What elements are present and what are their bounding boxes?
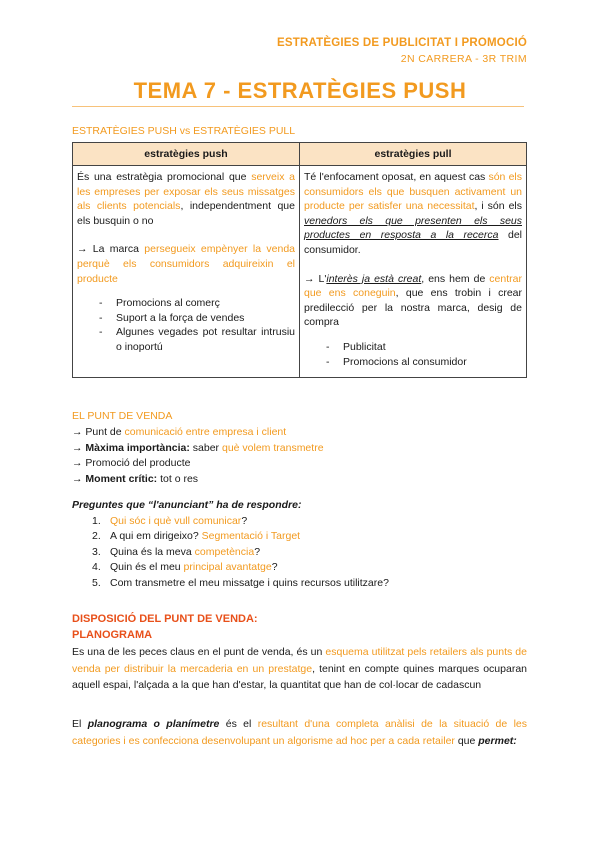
list-item: → Moment crític: tot o res bbox=[72, 472, 199, 485]
push-column-header: estratègies push bbox=[73, 143, 300, 166]
header-course-info: 2N CARRERA - 3R TRIM bbox=[400, 53, 527, 65]
title-divider bbox=[72, 106, 524, 107]
pull-cell bbox=[300, 166, 527, 378]
list-item: - Publicitat bbox=[326, 340, 522, 355]
list-item: 3. Quina és la meva competència? bbox=[92, 545, 261, 558]
list-item: 1. Qui sóc i què vull comunicar? bbox=[92, 514, 248, 527]
planogram-subheading: PLANOGRAMA bbox=[72, 629, 153, 641]
planogram-definition: Es una de les peces claus en el punt de venda, és un esquema utilitzat pels retailers als punts de venda per distribuir la mercaderia en un prestatge, tenint en compte quines marques ocuparan aquell espai, l'alçada a la que han d'estar, la quantitat que han de col·locar de cadascun bbox=[72, 646, 528, 691]
list-item: 2. A qui em dirigeixo? Segmentació i Target bbox=[92, 530, 301, 542]
point-of-sale-list bbox=[72, 425, 527, 487]
list-item: - Promocions al comerç bbox=[99, 296, 295, 311]
push-cell bbox=[73, 166, 300, 378]
push-goal: → La marca persegueix empènyer la venda perquè els consumidors adquireixin el producte bbox=[77, 243, 296, 285]
list-item: - Promocions al consumidor bbox=[326, 355, 522, 370]
push-list bbox=[77, 296, 295, 354]
list-item: → Màxima importància: saber què volem transmetre bbox=[72, 441, 324, 454]
pull-goal: → L'interès ja està creat, ens hem de centrar que ens coneguin, que ens trobin i crear predilecció per la nostra marca, desig de compra bbox=[304, 272, 522, 329]
push-pull-table bbox=[72, 142, 527, 378]
questions-heading: Preguntes que “l'anunciant” ha de respondre: bbox=[72, 499, 302, 511]
list-item: - Algunes vegades pot resultar intrusiu o inoportú bbox=[99, 325, 295, 354]
questions-list bbox=[72, 514, 527, 592]
list-item: 4. Quin és el meu principal avantatge? bbox=[92, 561, 278, 573]
list-item: → Punt de comunicació entre empresa i client bbox=[72, 426, 287, 438]
pull-column-header: estratègies pull bbox=[300, 143, 527, 166]
pull-list bbox=[304, 340, 522, 369]
point-of-sale-label: EL PUNT DE VENDA bbox=[72, 410, 173, 422]
pull-definition: Té l'enfocament oposat, en aquest cas són els consumidors els que busquen activament un producte per satisfer una necessitat, i són els venedors els que presenten els seus productes en resposta a la recerca del consumidor. bbox=[304, 171, 522, 256]
list-item: 5. Com transmetre el meu missatge i quins recursos utilitzare? bbox=[92, 576, 389, 589]
questions-section bbox=[72, 498, 527, 591]
push-definition: És una estratègia promocional que serveix a les empreses per exposar els seus missatges als clients potencials, independentment que els busquin o no bbox=[77, 171, 296, 227]
list-item: - Suport a la força de vendes bbox=[99, 311, 295, 326]
list-item: → Promoció del producte bbox=[72, 457, 191, 469]
planogram-description: El planograma o planímetre és el resultant d'una completa anàlisi de la situació de les categories i es confecciona desenvolupant un algorisme ad hoc per a cada retailer que permet: bbox=[72, 718, 527, 747]
comparison-label: ESTRATÈGIES PUSH vs ESTRATÈGIES PULL bbox=[72, 125, 296, 137]
header-course-title: ESTRATÈGIES DE PUBLICITAT I PROMOCIÓ bbox=[277, 37, 527, 49]
page-title: TEMA 7 - ESTRATÈGIES PUSH bbox=[133, 78, 467, 103]
planogram-section-heading: DISPOSICIÓ DEL PUNT DE VENDA: bbox=[72, 613, 258, 625]
